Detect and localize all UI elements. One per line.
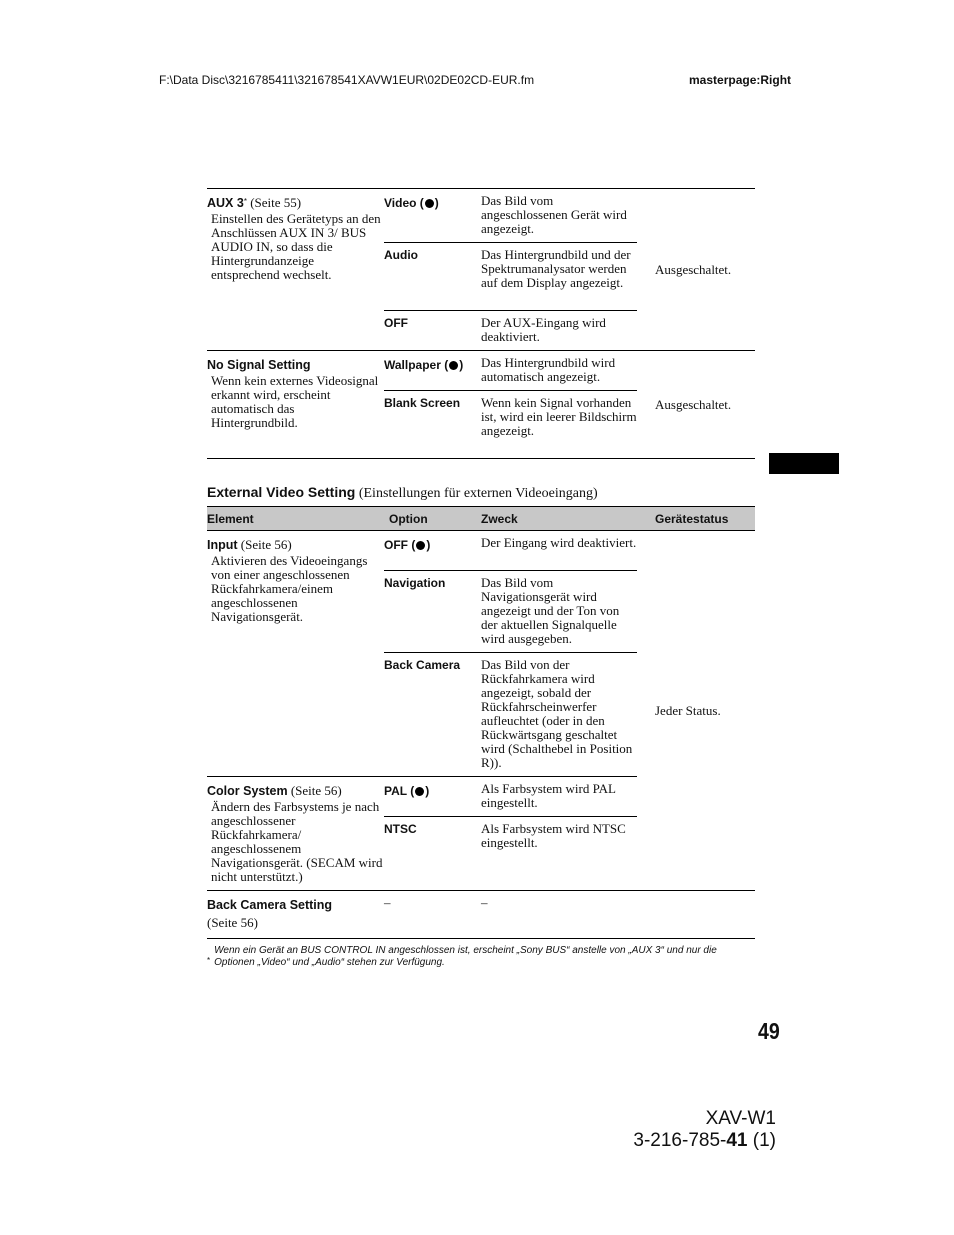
zweck-cell: – (481, 895, 488, 910)
zweck-cell: Das Bild vom angeschlossenen Gerät wird angezeigt. (481, 189, 637, 243)
option-cell: Navigation (384, 571, 481, 653)
element-cell-aux3 (207, 189, 384, 351)
model-info (633, 1108, 776, 1152)
default-marker-icon (415, 787, 424, 796)
footnote-marker: * (207, 956, 211, 965)
option-cell: Wallpaper ( ) (384, 351, 481, 391)
section-subtitle: (Einstellungen für externen Videoeingang) (355, 486, 598, 501)
status-cell: Jeder Status. (655, 702, 721, 718)
element-title: Input (207, 538, 238, 552)
element-description: Wenn kein externes Videosignal erkannt wird, erscheint automatisch das Hintergrundbild. (211, 373, 379, 430)
header-status: Gerätestatus (637, 507, 755, 531)
element-description: Einstellen des Gerätetyps an den Anschlüssen AUX IN 3/ BUS AUDIO IN, so dass die Hintergrundanzeige entsprechend wechselt. (211, 211, 381, 282)
element-title: Back Camera Setting (207, 898, 333, 912)
page-reference: (Seite 56) (287, 783, 342, 798)
zweck-cell: Wenn kein Signal vorhanden ist, wird ein leerer Bildschirm angezeigt. (481, 395, 637, 438)
option-cell: OFF ( ) (384, 531, 481, 571)
table-row (207, 531, 755, 571)
table-row (207, 351, 755, 391)
section-tab-marker (769, 453, 839, 474)
header-zweck: Zweck (481, 507, 637, 531)
default-marker-icon (425, 199, 434, 208)
element-title: No Signal Setting (207, 358, 311, 372)
option-cell: Blank Screen (384, 396, 461, 410)
table-row (207, 189, 755, 243)
page-reference: (Seite 56) (237, 537, 292, 552)
zweck-cell: Das Bild von der Rückfahrkamera wird angezeigt, sobald der Rückfahrscheinwerfer aufleuchtet (oder in den Rückwärtsgang geschaltet wird (Schalthebel in Position R)). (481, 657, 633, 770)
header-option: Option (384, 507, 481, 531)
option-cell: OFF (384, 316, 408, 330)
section-heading (207, 484, 598, 502)
element-cell-no-signal (207, 351, 384, 459)
option-cell: – (384, 895, 391, 910)
page-number: 49 (758, 1018, 780, 1044)
footnote (207, 945, 755, 969)
status-cell-empty (637, 891, 755, 939)
zweck-cell: Als Farbsystem wird NTSC eingestellt. (481, 821, 626, 850)
zweck-cell: Als Farbsystem wird PAL eingestellt. (481, 777, 637, 817)
status-cell: Ausgeschaltet. (655, 261, 732, 277)
default-marker-icon (449, 361, 458, 370)
element-title: AUX 3 (207, 196, 244, 210)
table-row (207, 891, 755, 939)
zweck-cell: Das Hintergrundbild wird automatisch angezeigt. (481, 351, 637, 391)
default-marker-icon (416, 541, 425, 550)
element-title: Color System (207, 784, 288, 798)
footnote-marker: * (243, 197, 247, 206)
header-element: Element (207, 507, 384, 531)
page-reference: (Seite 56) (207, 915, 258, 930)
table-header-row (207, 507, 755, 531)
masterpage-label: masterpage:Right (689, 73, 792, 87)
external-video-table (207, 506, 755, 939)
file-path: F:\Data Disc\3216785411\321678541XAVW1EUR\02DE02CD-EUR.fm (159, 73, 535, 87)
settings-table-continued (207, 188, 755, 459)
page-reference: (Seite 55) (246, 195, 302, 210)
footnote-text: Wenn ein Gerät an BUS CONTROL IN angeschlossen ist, erscheint „Sony BUS“ anstelle von „AUX 3“ und nur die Optionen „Video“ und „Audio“ stehen zur Verfügung. (214, 945, 717, 968)
element-description: Aktivieren des Videoeingangs von einer angeschlossenen Rückfahrkamera/einem angeschlossenen Navigationsgerät. (211, 553, 368, 624)
option-cell: NTSC (384, 822, 417, 836)
element-cell-input (207, 531, 384, 777)
zweck-cell: Das Hintergrundbild und der Spektrumanalysator werden auf dem Display angezeigt. (481, 243, 637, 311)
model-name: XAV-W1 (705, 1108, 776, 1129)
model-code: 3-216-785-41 (1) (633, 1130, 776, 1151)
option-cell: PAL ( ) (384, 777, 481, 817)
option-cell: Audio (384, 243, 481, 311)
element-description: Ändern des Farbsystems je nach angeschlossener Rückfahrkamera/ angeschlossenem Navigationsgerät. (SECAM wird nicht unterstützt.) (211, 799, 383, 884)
zweck-cell: Der AUX-Eingang wird deaktiviert. (481, 315, 606, 344)
section-title: External Video Setting (207, 484, 356, 500)
zweck-cell: Das Bild vom Navigationsgerät wird angezeigt und der Ton von der aktuellen Signalquelle wird ausgegeben. (481, 571, 637, 653)
option-cell: Video ( ) (384, 189, 481, 243)
element-cell-color-system (207, 777, 384, 891)
option-cell: Back Camera (384, 658, 461, 672)
status-cell: Ausgeschaltet. (655, 396, 732, 412)
zweck-cell: Der Eingang wird deaktiviert. (481, 531, 637, 571)
element-cell-back-camera-setting (207, 891, 384, 939)
